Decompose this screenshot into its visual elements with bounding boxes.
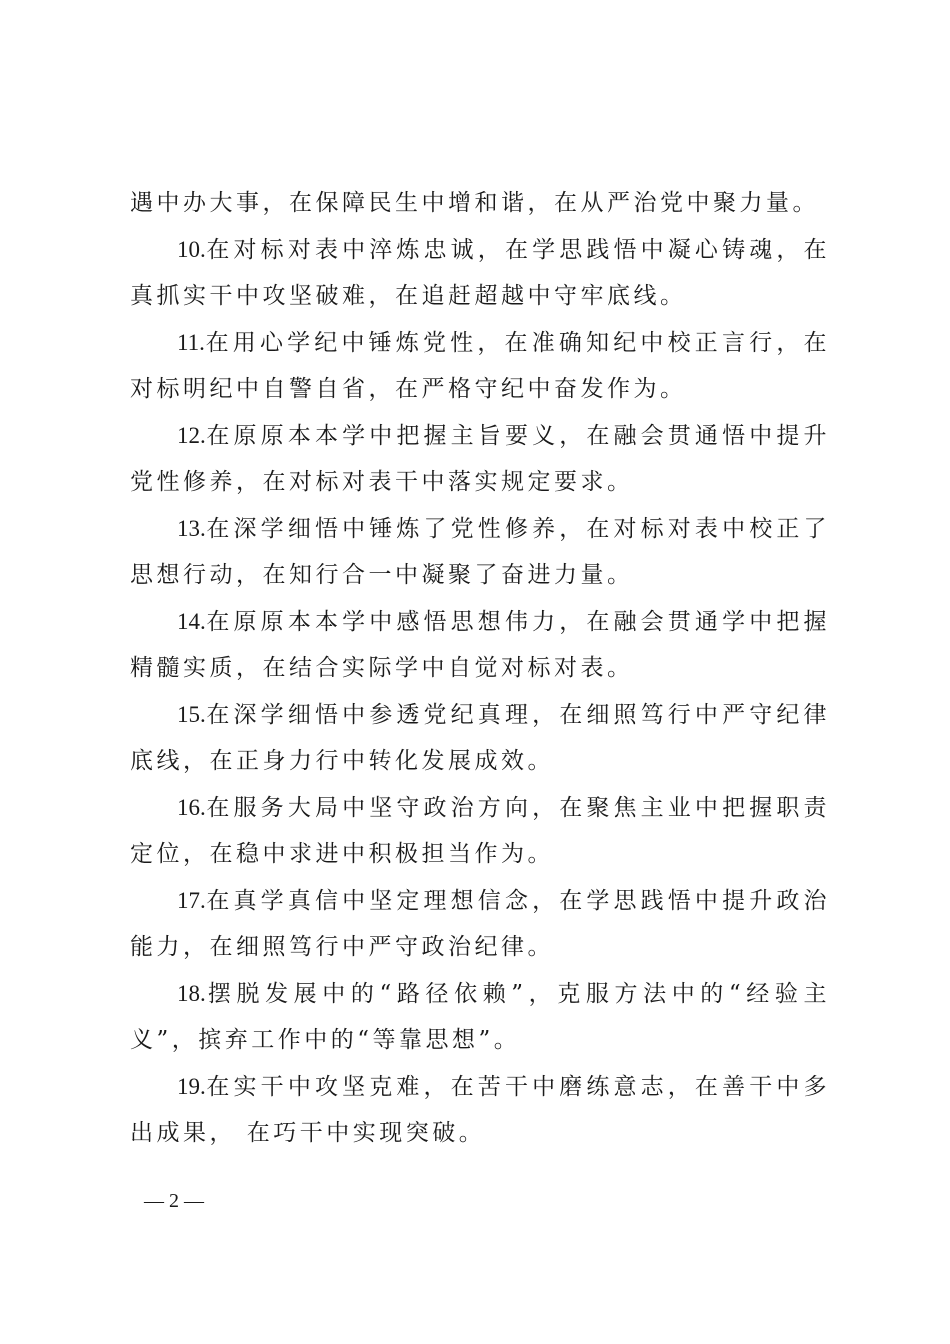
- page-number: — 2 —: [144, 1190, 204, 1212]
- list-item-16: [130, 785, 830, 878]
- item-number: 12.: [177, 422, 206, 448]
- item-number: 18.: [177, 980, 206, 1006]
- item-number: 19.: [177, 1073, 206, 1099]
- item-text: 在用心学纪中锤炼党性，在准确知纪中校正言行，在对标明纪中自警自省，在严格守纪中奋发作为。: [130, 329, 830, 402]
- list-item-17: [130, 878, 830, 971]
- continuation-paragraph: 遇中办大事，在保障民生中增和谐，在从严治党中聚力量。: [130, 190, 819, 216]
- item-text: 在深学细悟中锤炼了党性修养，在对标对表中校正了思想行动，在知行合一中凝聚了奋进力量。: [130, 515, 830, 588]
- item-number: 14.: [177, 608, 206, 634]
- item-number: 16.: [177, 794, 206, 820]
- item-text: 在深学细悟中参透党纪真理，在细照笃行中严守纪律底线，在正身力行中转化发展成效。: [130, 701, 830, 774]
- list-item-18: [130, 971, 830, 1064]
- item-text: 在实干中攻坚克难，在苦干中磨练意志，在善干中多出成果， 在巧干中实现突破。: [130, 1073, 830, 1146]
- list-item-11: [130, 320, 830, 413]
- list-item-15: [130, 692, 830, 785]
- item-number: 17.: [177, 887, 206, 913]
- item-number: 10.: [177, 236, 206, 262]
- item-number: 13.: [177, 515, 206, 541]
- item-number: 11.: [177, 329, 205, 355]
- item-text: 在真学真信中坚定理想信念，在学思践悟中提升政治能力，在细照笃行中严守政治纪律。: [130, 887, 830, 960]
- item-text: 在原原本本学中感悟思想伟力，在融会贯通学中把握精髓实质，在结合实际学中自觉对标对表。: [130, 608, 830, 681]
- list-item-14: [130, 599, 830, 692]
- list-item-12: [130, 413, 830, 506]
- list-item-10: [130, 227, 830, 320]
- item-number: 15.: [177, 701, 206, 727]
- item-text: 在原原本本学中把握主旨要义，在融会贯通悟中提升党性修养，在对标对表干中落实规定要求。: [130, 422, 830, 495]
- body-text: [130, 180, 830, 1157]
- item-text: 摆脱发展中的“路径依赖”，克服方法中的“经验主义”，摈弃工作中的“等靠思想”。: [130, 980, 830, 1053]
- item-text: 在对标对表中淬炼忠诚，在学思践悟中凝心铸魂，在真抓实干中攻坚破难，在追赶超越中守牢底线。: [130, 236, 830, 309]
- list-item-19: [130, 1064, 830, 1157]
- list-item-13: [130, 506, 830, 599]
- item-text: 在服务大局中坚守政治方向，在聚焦主业中把握职责定位，在稳中求进中积极担当作为。: [130, 794, 830, 867]
